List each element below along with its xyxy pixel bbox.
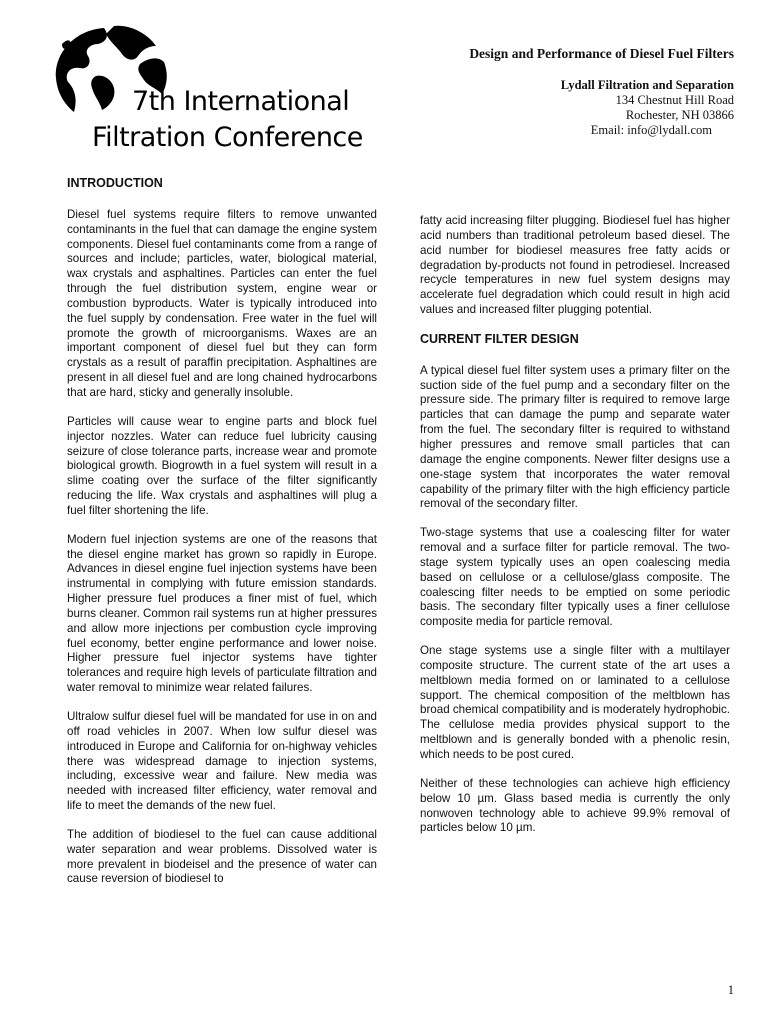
paragraph: One stage systems use a single filter with a multilayer composite structure. The current state of the art uses a meltblown media formed on or laminated to a cellulose support. The chemical composition of the meltblown has broad chemical compatibility and is moderately hydrophobic. The cellulose media provides physical support to the meltblown and is generally bonded with a phenolic resin, which needs to be post cured. — [420, 644, 730, 761]
paragraph: Particles will cause wear to engine parts and block fuel injector nozzles. Water can reduce fuel lubricity causing seizure of close tolerance parts, increase wear and promote biological growth. Biogrowth in a fuel system will result in a slime coating over the surface of the filter significantly reducing the life. Wax crystals and asphaltines will plug a fuel filter shortening the life. — [67, 414, 377, 517]
address-line-1: 134 Chestnut Hill Road — [615, 93, 734, 107]
address-line-2: Rochester, NH 03866 — [625, 108, 734, 122]
paragraph: Ultralow sulfur diesel fuel will be mandated for use in on and off road vehicles in 2007. When low sulfur diesel was introduced in Europe and California for on-highway vehicles there was widespread damage to injection systems, including, excessive wear and failure. New media was needed with increased filter efficiency, water removal and life to meet the demands of the new fuel. — [67, 710, 377, 813]
paragraph: Two-stage systems that use a coalescing filter for water removal and a surface filter for particle removal. The two-stage system typically uses an open coalescing media based on cellulose or a cellulose/glass composite. The coalescing filter needs to be emptied on some periodic basis. The secondary filter typically uses a finer cellulose composite media for particle removal. — [420, 526, 730, 629]
paragraph: The addition of biodiesel to the fuel can cause additional water separation and wear problems. Dissolved water is more prevalent in biodeisel and the presence of water can cause reversion of biodiesel to — [67, 827, 377, 886]
paragraph: Diesel fuel systems require filters to remove unwanted contaminants in the fuel that can damage the engine system components. Diesel fuel contaminants come from a range of sources and include; particles, water, biological material, wax crystals and asphaltines. Particles can enter the fuel through the fuel distribution system, engine wear or combustion byproducts. Water is typically introduced into the fuel supply by condensation. Free water in the fuel will promote the growth of microorganisms. Waxes are an important component of diesel fuel but they can form crystals as a result of paraffin precipitation. Asphaltines are present in all diesel fuel and are long chained hydrocarbons that are hard, sticky and generally insoluble. — [67, 207, 377, 399]
author-organization: Lydall Filtration and Separation — [560, 78, 734, 92]
section-heading-introduction: INTRODUCTION — [67, 176, 163, 190]
paragraph: Modern fuel injection systems are one of the reasons that the diesel engine market has grown so rapidly in Europe. Advances in diesel engine fuel injection systems have been instrumental in complying with future emission standards. Higher pressure fuel produces a finer mist of fuel, which burns cleaner. Common rail systems run at higher pressures and allow more injections per combustion cycle improving fuel economy, better engine performance and lower noise. Higher pressure fuel injector systems have tighter tolerances and require high levels of particulate filtration and water removal to minimize wear related failures. — [67, 532, 377, 695]
logo-line-1: 7th International — [132, 86, 350, 117]
paragraph-continued: fatty acid increasing filter plugging. Biodiesel fuel has higher acid numbers than traditional petroleum based diesel. The acid number for biodiesel measures free fatty acids or degradation by-products not found in petrodiesel. Increased recycle temperatures in new fuel system designs may accelerate fuel degradation which could result in high acid values and increased filter plugging potential. — [420, 214, 730, 317]
right-column — [420, 214, 730, 850]
paragraph: Neither of these technologies can achieve high efficiency below 10 µm. Glass based media is currently the only nonwoven technology able to achieve 99.9% removal of particles below 10 µm. — [420, 776, 730, 835]
logo-line-2: Filtration Conference — [92, 122, 363, 153]
paragraph: A typical diesel fuel filter system uses a primary filter on the suction side of the fuel pump and a secondary filter on the pressure side. The primary filter is required to remove large particles that can damage the pump and separate water from the fuel. The secondary filter is required to withstand higher pressures and remove small particles that can damage the engine components. Newer filter designs use a one-stage system that incorporates the water removal capability of the primary filter with the high efficiency particle removal of the secondary filter. — [420, 363, 730, 511]
contact-email: Email: info@lydall.com — [590, 123, 712, 137]
left-column — [67, 176, 377, 901]
page-number: 1 — [727, 983, 734, 997]
paper-title: Design and Performance of Diesel Fuel Filters — [469, 46, 734, 61]
conference-logo — [44, 16, 363, 156]
paper-header — [469, 46, 734, 138]
section-heading-current-filter-design: CURRENT FILTER DESIGN — [420, 331, 579, 346]
